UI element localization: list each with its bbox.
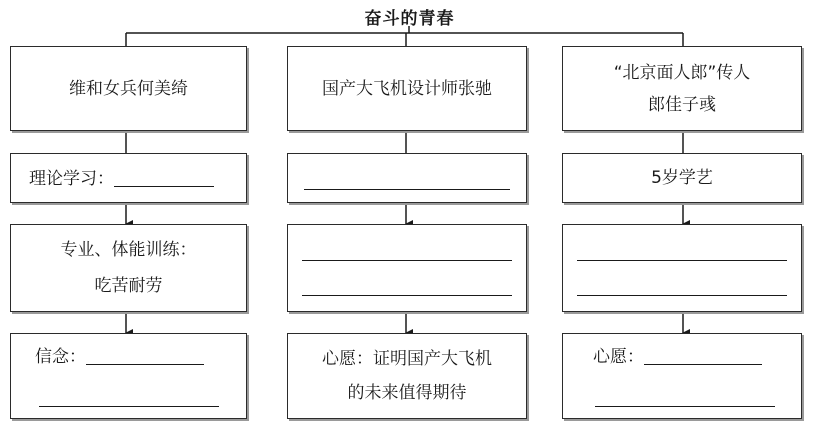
col1-step3-box — [10, 333, 247, 419]
col1-step1-blank[interactable] — [114, 186, 214, 187]
diagram-title: 奋斗的青春 — [364, 9, 455, 29]
col1-step1-box — [10, 153, 247, 203]
col2-step3-line2: 的未来值得期待 — [347, 383, 467, 403]
col1-step3-label: 信念： — [35, 347, 86, 367]
col3-step1-label: 5岁学艺 — [651, 168, 713, 188]
col1-step2-box — [10, 224, 247, 312]
col2-step2-box — [287, 224, 527, 312]
col2-step2-blank-2[interactable] — [302, 295, 512, 296]
col2-step2-blank-1[interactable] — [302, 260, 512, 261]
col2-step1-box — [287, 153, 527, 203]
col3-person-line1: “北京面人郎”传人 — [613, 62, 751, 83]
col1-step2-line1: 专业、体能训练： — [60, 240, 197, 260]
col3-step3-blank-2[interactable] — [595, 406, 775, 407]
col2-step1-blank[interactable] — [304, 189, 510, 190]
col1-step3-blank-1[interactable] — [86, 364, 204, 365]
col2-step3-box — [287, 333, 527, 419]
col2-person-name: 国产大飞机设计师张驰 — [322, 78, 492, 99]
col1-step2-line2: 吃苦耐劳 — [94, 276, 163, 296]
col2-step3-line1: 心愿：证明国产大飞机 — [322, 349, 492, 369]
col3-step2-blank-2[interactable] — [577, 295, 787, 296]
col3-person-box — [562, 46, 802, 131]
col3-step3-label: 心愿： — [593, 347, 644, 367]
col3-step3-blank-1[interactable] — [644, 364, 762, 365]
col3-step2-box — [562, 224, 802, 312]
col3-step3-box — [562, 333, 802, 419]
col2-person-box — [287, 46, 527, 131]
col1-step1-label: 理论学习： — [29, 169, 114, 189]
col3-person-line2: 郎佳子彧 — [648, 94, 716, 115]
col1-person-box — [10, 46, 247, 131]
col3-step2-blank-1[interactable] — [577, 260, 787, 261]
col1-step3-blank-2[interactable] — [39, 406, 219, 407]
col1-person-name: 维和女兵何美绮 — [69, 78, 188, 99]
col3-step1-box — [562, 153, 802, 203]
